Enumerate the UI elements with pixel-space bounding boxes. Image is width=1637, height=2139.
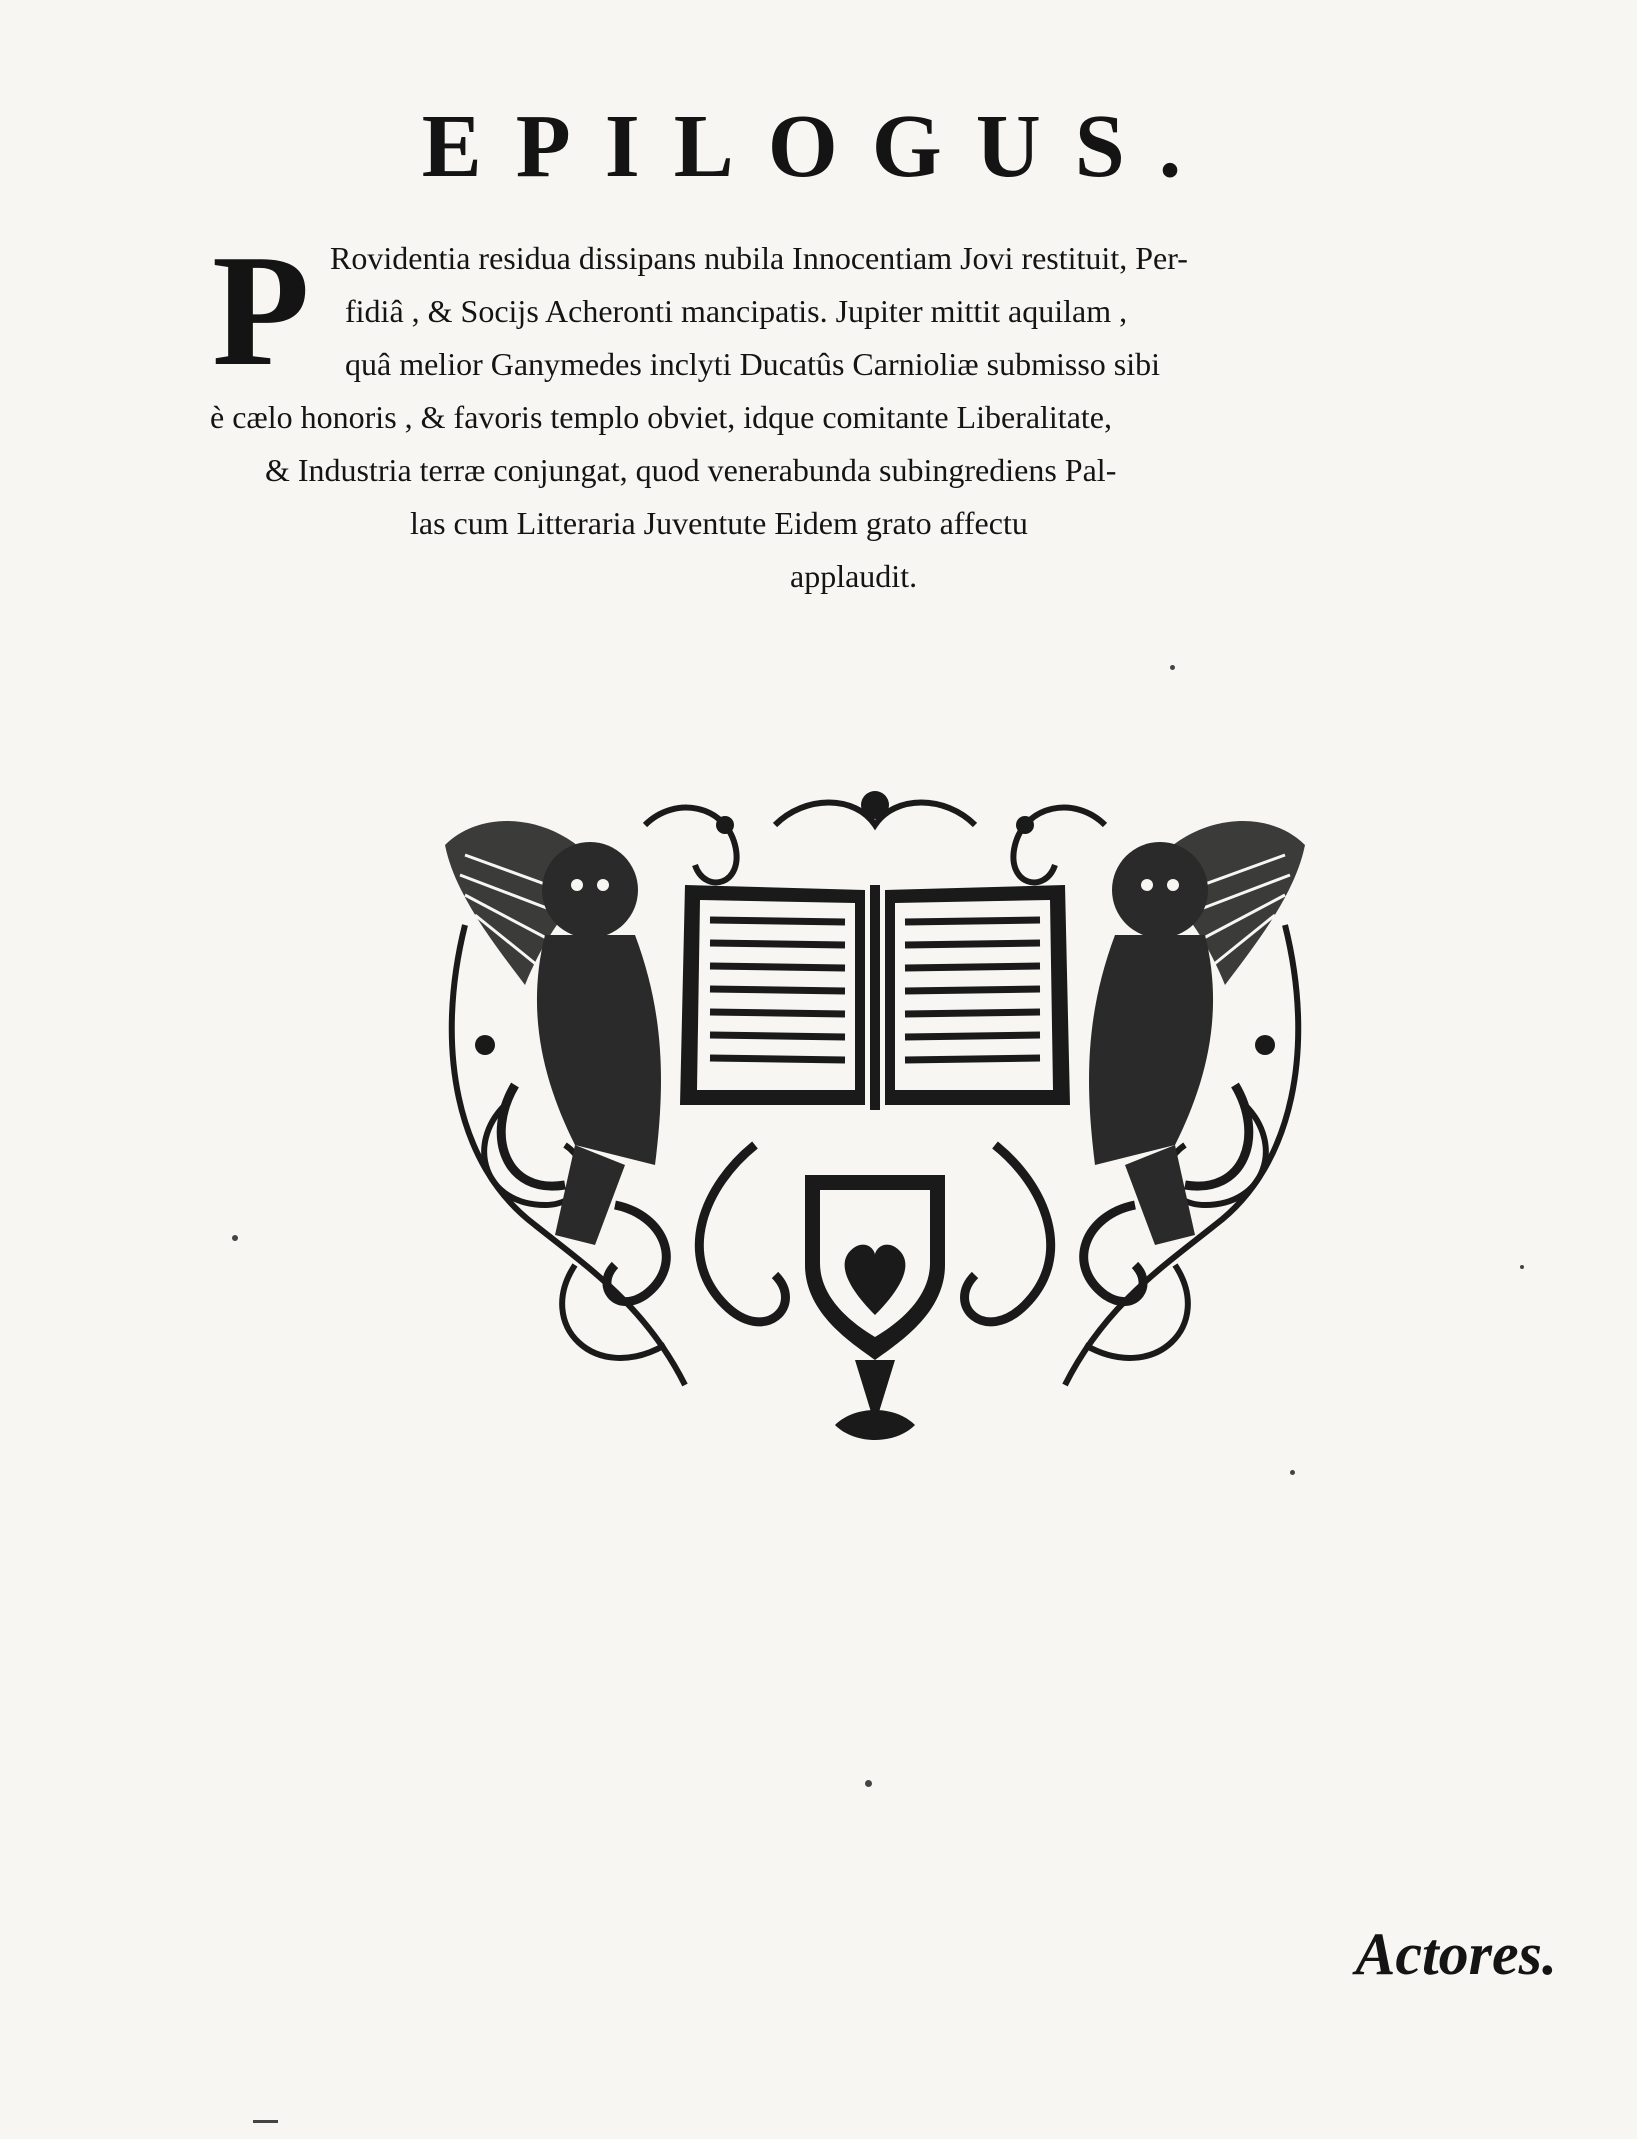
text-line-7: applaudit.	[790, 558, 918, 594]
drop-cap: P	[212, 221, 310, 399]
scan-speck	[1290, 1470, 1295, 1475]
page-title: EPILOGUS.	[421, 97, 1216, 196]
ornament-vignette	[425, 785, 1325, 1485]
scan-speck	[1520, 1265, 1524, 1269]
scan-speck	[232, 1235, 238, 1241]
scan-speck	[1170, 665, 1175, 670]
text-line-4: è cælo honoris , & favoris templo obviet, idque comitante Liberalitate,	[210, 399, 1112, 435]
scan-speck	[865, 1780, 872, 1787]
text-line-1: Rovidentia residua dissipans nubila Innocentiam Jovi restituit, Per-	[330, 240, 1188, 276]
text-line-6: las cum Litteraria Juventute Eidem grato affectu	[410, 505, 1028, 541]
scan-speck	[253, 2120, 278, 2123]
text-line-2: fidiâ , & Socijs Acheronti mancipatis. Jupiter mittit aquilam ,	[345, 293, 1128, 329]
actores-catchword: Actores.	[1355, 1921, 1557, 1987]
text-line-5: & Industria terræ conjungat, quod venerabunda subingrediens Pal-	[265, 452, 1117, 488]
text-line-3: quâ melior Ganymedes inclyti Ducatûs Carnioliæ submisso sibi	[345, 346, 1161, 382]
